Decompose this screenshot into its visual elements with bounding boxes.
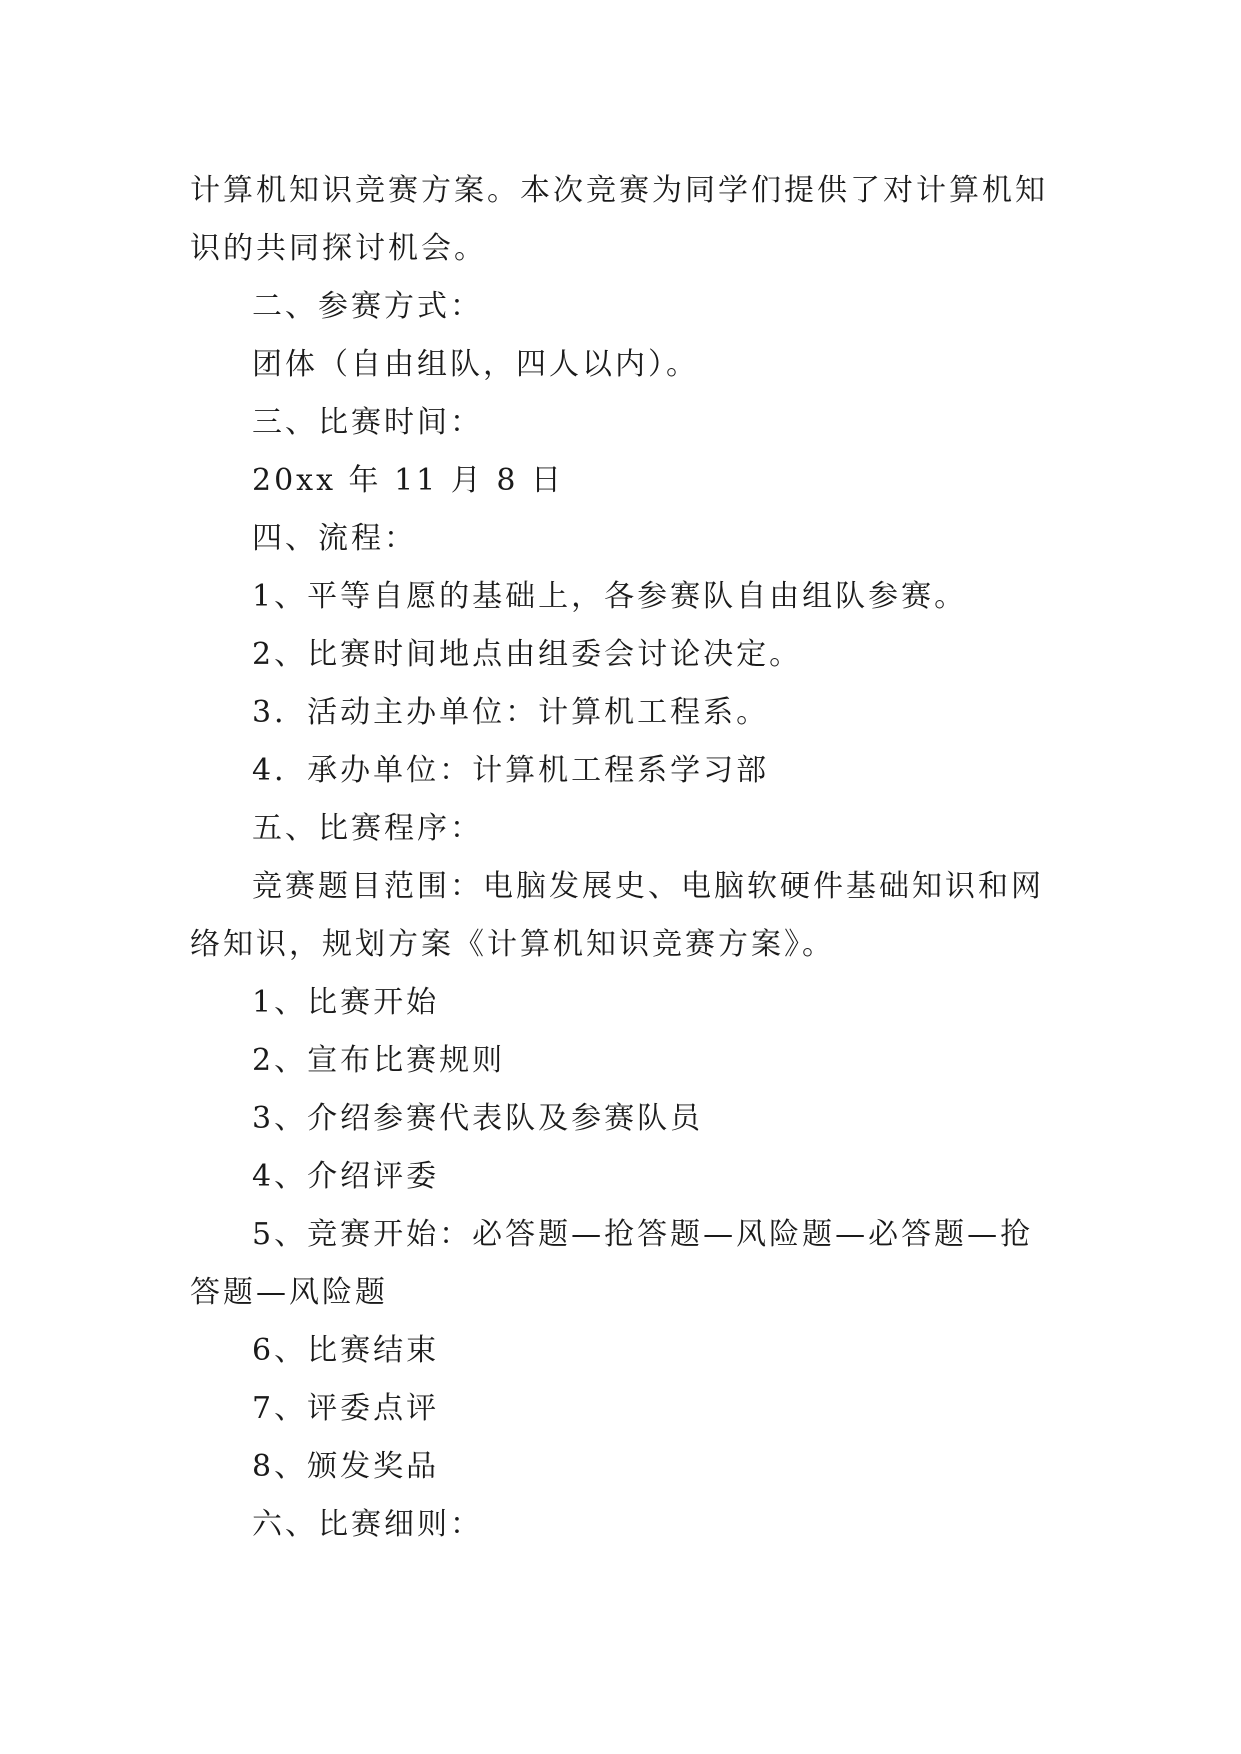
heading-participation-method: 二、参赛方式： <box>252 289 483 324</box>
list-item: 7、评委点评 <box>252 1391 440 1426</box>
list-item: 4．承办单位：计算机工程系学习部 <box>252 753 770 788</box>
list-item: 3、介绍参赛代表队及参赛队员 <box>252 1101 704 1136</box>
heading-competition-rules: 六、比赛细则： <box>252 1507 483 1542</box>
heading-competition-time: 三、比赛时间： <box>252 405 483 440</box>
heading-process: 四、流程： <box>252 521 417 556</box>
list-item: 1、平等自愿的基础上，各参赛队自由组队参赛。 <box>252 579 968 614</box>
list-item: 3．活动主办单位：计算机工程系。 <box>252 695 770 730</box>
paragraph-team-info: 团体（自由组队，四人以内）。 <box>252 347 699 382</box>
paragraph-intro: 计算机知识竞赛方案。本次竞赛为同学们提供了对计算机知识的共同探讨机会。 <box>190 173 1048 266</box>
paragraph-date: 20xx 年 11 月 8 日 <box>252 463 564 498</box>
list-item: 2、比赛时间地点由组委会讨论决定。 <box>252 637 803 672</box>
list-item: 6、比赛结束 <box>252 1333 440 1368</box>
list-item: 5、竞赛开始：必答题—抢答题—风险题—必答题—抢答题—风险题 <box>190 1217 1034 1310</box>
list-item: 8、颁发奖品 <box>252 1449 440 1484</box>
list-item: 2、宣布比赛规则 <box>252 1043 506 1078</box>
list-item: 1、比赛开始 <box>252 985 440 1020</box>
heading-competition-procedure: 五、比赛程序： <box>252 811 483 846</box>
document-body <box>190 162 1050 1554</box>
paragraph-topic-scope: 竞赛题目范围：电脑发展史、电脑软硬件基础知识和网络知识，规划方案《计算机知识竞赛方案》。 <box>190 869 1044 962</box>
list-item: 4、介绍评委 <box>252 1159 440 1194</box>
